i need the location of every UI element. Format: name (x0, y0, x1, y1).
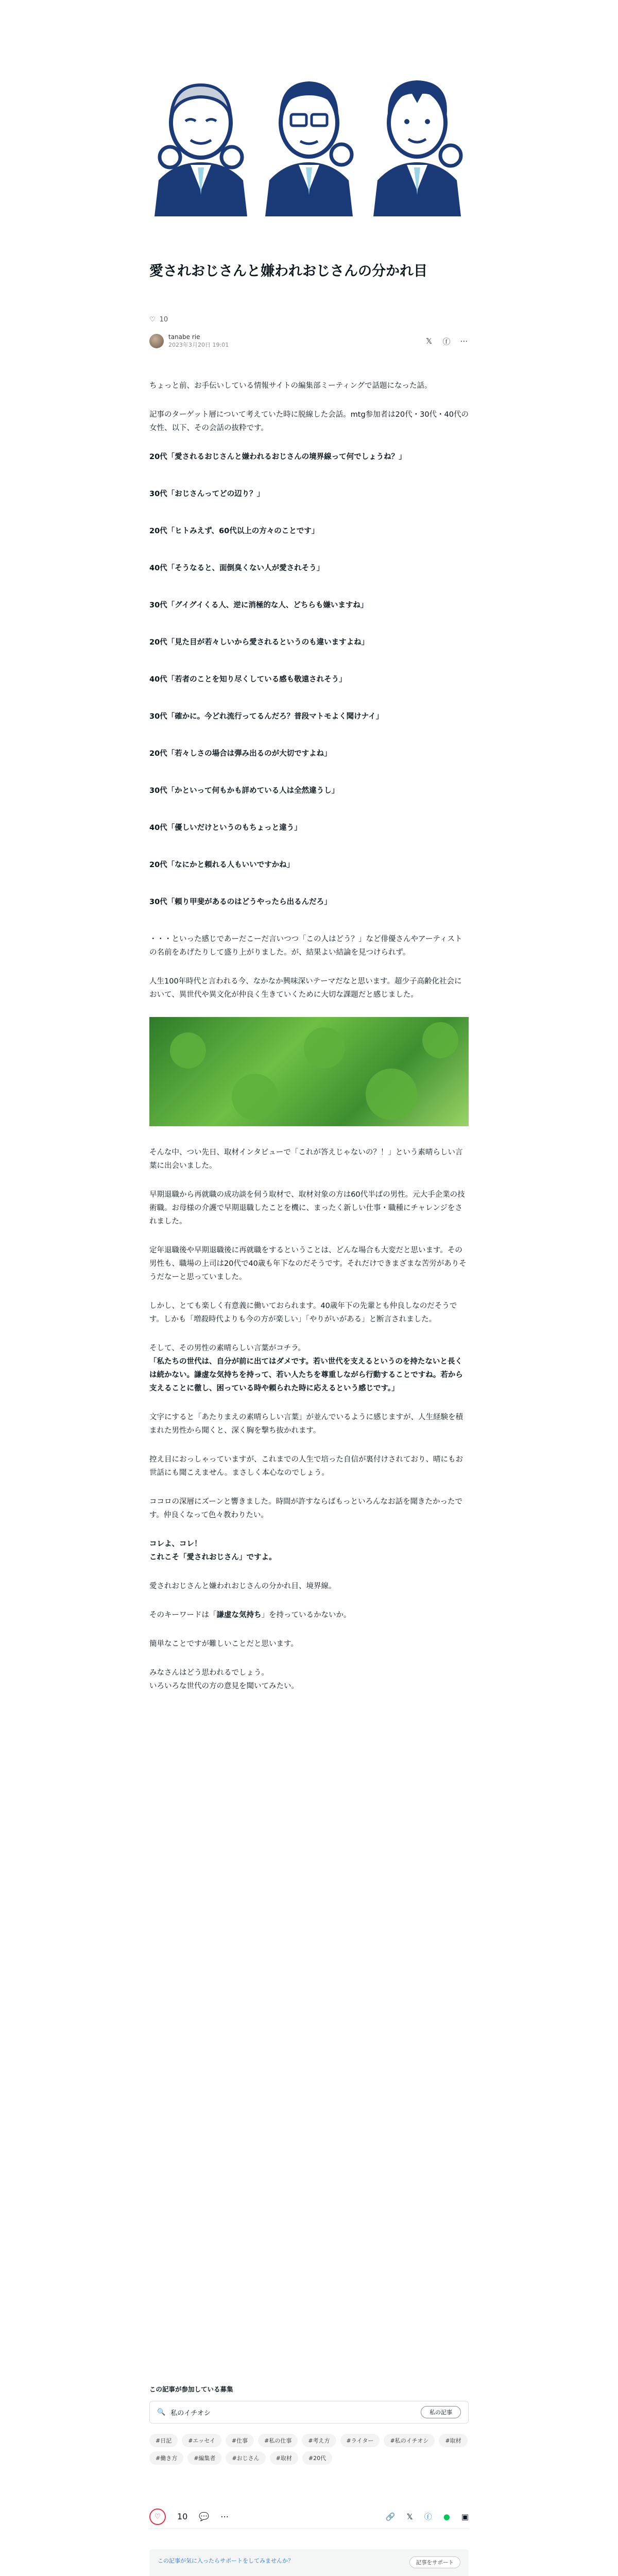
action-bar (149, 2505, 469, 2529)
dialogue-line: 40代「若者のことを知り尽くしている感も敬遠されそう」 (149, 675, 347, 684)
paragraph: そんな中、つい先日、取材インタビューで「これが答えじゃないの？！」という素晴らしい言葉に出会いました。 (149, 1148, 463, 1170)
paragraph: 人生100年時代と言われる今、なかなか興味深いテーマだなと思います。超少子高齢化社会において、異世代や異文化が仲良く生きていくために大切な課題だと感じました。 (149, 977, 462, 999)
emphasis-line: これこそ「愛されおじさん」ですよ。 (149, 1553, 277, 1562)
emphasis-line: コレよ、コレ！ (149, 1540, 202, 1548)
hashtag[interactable]: #仕事 (226, 2434, 254, 2447)
support-box (149, 2549, 469, 2576)
text-span: いろいろな世代の方の意見を聞いてみたい。 (149, 1682, 299, 1690)
tag-section (149, 2384, 469, 2465)
keyword: 謙虚な気持ち (216, 1611, 262, 1619)
paragraph: ココロの深層にズーンと響きました。時間が許すならばもっといろんなお話を聞きたかったです。仲良くなって色々教わりたい。 (149, 1498, 462, 1519)
hashtag[interactable]: #エッセイ (182, 2434, 221, 2447)
author-row (149, 332, 469, 350)
like-count-top[interactable] (149, 316, 469, 324)
hashtag[interactable]: #取材 (270, 2451, 298, 2465)
hashtag[interactable]: #私のイチオシ (384, 2434, 435, 2447)
young-man-figure (373, 80, 461, 216)
text-span: みなさんはどう思われるでしょう。 (149, 1669, 269, 1677)
dialogue-line: 30代「確かに。今どれ流行ってるんだろ？普段マトモよく聞けナイ」 (149, 713, 384, 721)
emphasis-paragraph (149, 1537, 469, 1564)
comment-icon[interactable]: 💬 (199, 2512, 210, 2521)
like-count: 10 (177, 2512, 188, 2521)
paragraph: 定年退職後や早期退職後に再就職をするということは、どんな場合も大変だと思います。その男性も、職場の上司は20代で40歳も年下なのだそうです。それだけできまざまな苦労がありそうだなーと思っていました。 (149, 1246, 467, 1281)
middle-man-figure (265, 81, 353, 216)
closing-paragraph (149, 1666, 469, 1693)
paragraph: 控え目におっしゃっていますが、これまでの人生で培った自信が裏付けされており、晴にもお世話にも聞こえません。まさしく本心なのでしょう。 (149, 1455, 463, 1477)
contest-heading: この記事が参加している募集 (149, 2385, 233, 2393)
quote-paragraph: 「私たちの世代は、自分が前に出てはダメです。若い世代を支えるというのを持たないと長くは続かない。謙虚な気持ちを持って、若い人たちを尊重しながら行動することですね。若から支えることに徹し、困っている時や頼られた時に応えるという感じです。」 (149, 1358, 463, 1393)
dialogue-line: 30代「かといって何もかも詳めている人は全然違うし」 (149, 787, 339, 795)
dialogue-line: 20代「ヒトみえず、60代以上の方々のことです」 (149, 527, 319, 535)
dialogue-line: 40代「優しいだけというのもちょっと違う」 (149, 824, 302, 832)
hero-illustration (149, 57, 469, 216)
x-share-icon[interactable]: 𝕏 (406, 2512, 413, 2521)
hashtag[interactable]: #20代 (302, 2451, 332, 2465)
more-options-icon[interactable]: ⋯ (220, 2512, 229, 2521)
dialogue-line: 20代「なにかと頼れる人もいいですかね」 (149, 861, 295, 869)
dialogue-line: 20代「愛されるおじさんと嫌われるおじさんの境界線って何でしょうね？」 (149, 453, 406, 461)
line-share-icon[interactable]: ● (443, 2512, 450, 2521)
hatena-share-icon[interactable]: ▣ (461, 2512, 469, 2521)
dialogue-line: 40代「そうなると、面倒臭くない人が愛されそう」 (149, 564, 324, 572)
hashtag[interactable]: #ライター (340, 2434, 380, 2447)
share-actions (386, 2511, 469, 2522)
hashtag[interactable]: #考え方 (302, 2434, 336, 2447)
hashtag[interactable]: #働き方 (149, 2451, 183, 2465)
dialogue-line: 30代「頼り甲斐があるのはどうやったら出るんだろ」 (149, 898, 332, 906)
paragraph: 簡単なことですが難しいことだと思います。 (149, 1640, 298, 1648)
article-body (149, 379, 469, 1708)
clover-photo (149, 1017, 469, 1126)
hashtag[interactable]: #日記 (149, 2434, 178, 2447)
hashtag[interactable]: #取材 (439, 2434, 467, 2447)
link-icon[interactable]: 🔗 (385, 2512, 396, 2521)
old-man-figure (154, 85, 247, 216)
heart-icon: ♡ (149, 316, 156, 324)
contest-articles-button[interactable]: 私の記事 (421, 2406, 461, 2418)
facebook-share-icon[interactable]: ⓕ (442, 336, 451, 346)
support-row (158, 2556, 460, 2568)
paragraph: ・・・といった感じであーだこーだ言いつつ「この人はどう？」など俳優さんやアーティストの名前をあげたりして盛り上がりました。が、結果よい結論を見つけられず。 (149, 935, 462, 957)
paragraph: 文字にすると「あたりまえの素晴らしい言葉」が並んでいるように感じますが、人生経験を積まれた男性から聞くと、深く胸を撃ち抜かれます。 (149, 1413, 463, 1435)
dialogue-line: 20代「若々しさの場合は弾み出るのが大切ですよね」 (149, 750, 332, 758)
contest-name: 私のイチオシ (170, 2409, 211, 2417)
paragraph: 早期退職から再就職の成功談を伺う取材で、取材対象の方は60代半ばの男性。元大手企業の技術職。お母様の介護で早期退職したことを機に、まったく新しい仕事・職種にチャレンジをされました。 (149, 1191, 465, 1226)
paragraph: ちょっと前、お手伝いしている情報サイトの編集部ミーティングで話題になった話。 (149, 382, 432, 390)
like-button[interactable]: ♡ (149, 2509, 166, 2525)
facebook-share-icon[interactable]: ⓕ (424, 2512, 432, 2521)
share-icons (424, 336, 469, 346)
text-span: 」を持っているかないか。 (261, 1611, 351, 1619)
hashtag[interactable]: #おじさん (226, 2451, 265, 2465)
author-avatar[interactable] (149, 334, 164, 348)
post-date: 2023年3月20日 19:01 (168, 342, 229, 348)
author-name[interactable]: tanabe rie (168, 333, 200, 341)
dialogue-line: 30代「グイグイくる人、逆に消極的な人、どちらも嫌いますね」 (149, 601, 368, 609)
x-share-icon[interactable]: 𝕏 (425, 336, 433, 346)
paragraph: 記事のターゲット層について考えていた時に脱線した会話。mtg参加者は20代・30代・40代の女性、以下、その会話の抜粋です。 (149, 411, 469, 432)
hashtag[interactable]: #編集者 (187, 2451, 221, 2465)
article-title: 愛されおじさんと嫌われおじさんの分かれ目 (149, 263, 427, 279)
hashtag[interactable]: #私の仕事 (258, 2434, 298, 2447)
search-icon: 🔍 (157, 2408, 166, 2416)
dialogue-line: 20代「見た目が若々しいから愛されるというのも違いますよね」 (149, 638, 369, 647)
more-options-icon[interactable]: ⋯ (460, 336, 468, 346)
support-button[interactable]: 記事をサポート (409, 2556, 461, 2568)
dialogue-line: 30代「おじさんってどの辺り？」 (149, 490, 265, 498)
paragraph: しかし、とても楽しく有意義に働いておられます。40歳年下の先輩とも仲良しなのだそうです。しかも「増殺時代よりも今の方が楽しい」「やりがいがある」と断言されました。 (149, 1302, 457, 1324)
contest-card[interactable] (149, 2401, 469, 2424)
hashtag-list (149, 2434, 469, 2465)
text-span: そのキーワードは「 (149, 1611, 217, 1619)
support-prompt: この記事が気に入ったらサポートをしてみませんか？ (158, 2557, 294, 2564)
keyword-paragraph (149, 1608, 469, 1622)
paragraph: そして、その男性の素晴らしい言葉がコチラ。 (149, 1344, 306, 1352)
paragraph: 愛されおじさんと嫌われおじさんの分かれ目、境界線。 (149, 1582, 336, 1590)
like-count: 10 (159, 316, 168, 324)
